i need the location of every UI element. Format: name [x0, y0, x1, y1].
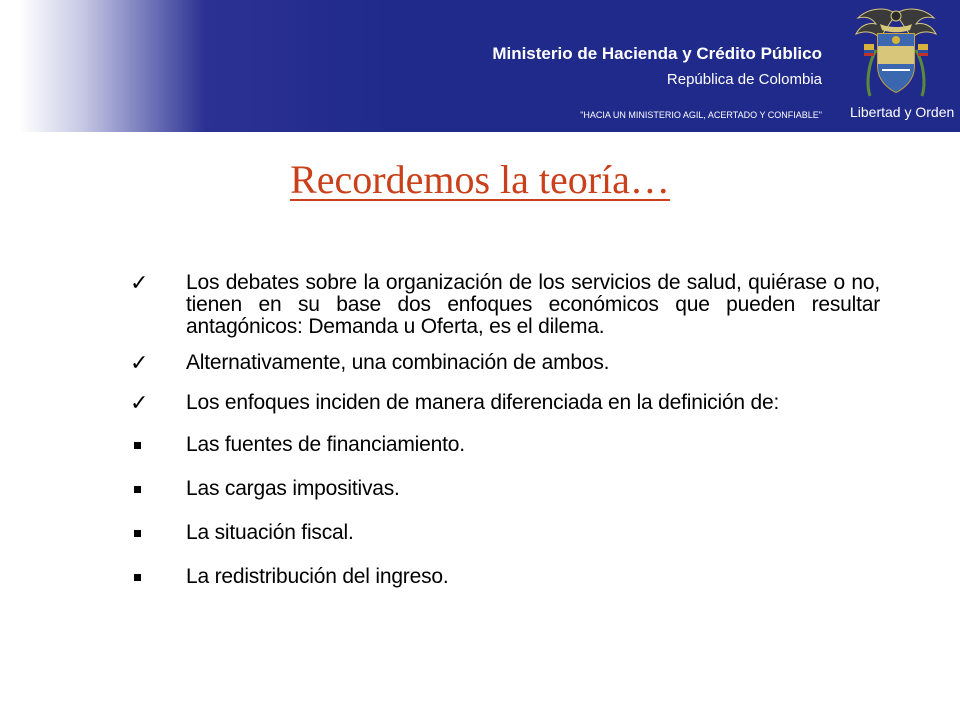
list-item-text: Los enfoques inciden de manera diferenciada en la definición de: — [186, 391, 780, 414]
slide-title: Recordemos la teoría… — [290, 157, 670, 202]
list-item-text: Las cargas impositivas. — [186, 477, 400, 500]
square-bullet-icon — [134, 486, 141, 493]
list-item-text: Los debates sobre la organización de los servicios de salud, quiérase o no, tienen en su base dos enfoques económicos que pueden resultar antagónicos: Demanda u Oferta, es el dilema. — [186, 271, 880, 338]
republic-name: República de Colombia — [666, 71, 822, 88]
ministry-motto: "HACIA UN MINISTERIO AGIL, ACERTADO Y CONFIABLE" — [580, 110, 822, 120]
coat-of-arms-icon — [846, 4, 946, 104]
square-bullet-icon — [134, 530, 141, 537]
list-item — [130, 352, 880, 374]
list-item — [130, 478, 880, 500]
square-bullet-icon — [134, 442, 141, 449]
list-item — [130, 434, 880, 456]
bullet-list — [130, 272, 880, 588]
ministry-name: Ministerio de Hacienda y Crédito Público — [492, 44, 822, 63]
list-item — [130, 522, 880, 544]
list-item — [130, 272, 880, 338]
list-item-text: La redistribución del ingreso. — [186, 565, 449, 588]
emblem-caption: Libertad y Orden — [850, 104, 955, 120]
list-item — [130, 566, 880, 588]
list-item-text: La situación fiscal. — [186, 521, 354, 544]
list-item-text: Las fuentes de financiamiento. — [186, 433, 465, 456]
header-banner — [0, 0, 960, 132]
list-item — [130, 392, 880, 414]
checkmark-icon: ✓ — [130, 350, 149, 375]
checkmark-icon: ✓ — [130, 390, 149, 415]
list-item-text: Alternativamente, una combinación de ambos. — [186, 351, 610, 374]
square-bullet-icon — [134, 574, 141, 581]
checkmark-icon: ✓ — [130, 270, 149, 295]
